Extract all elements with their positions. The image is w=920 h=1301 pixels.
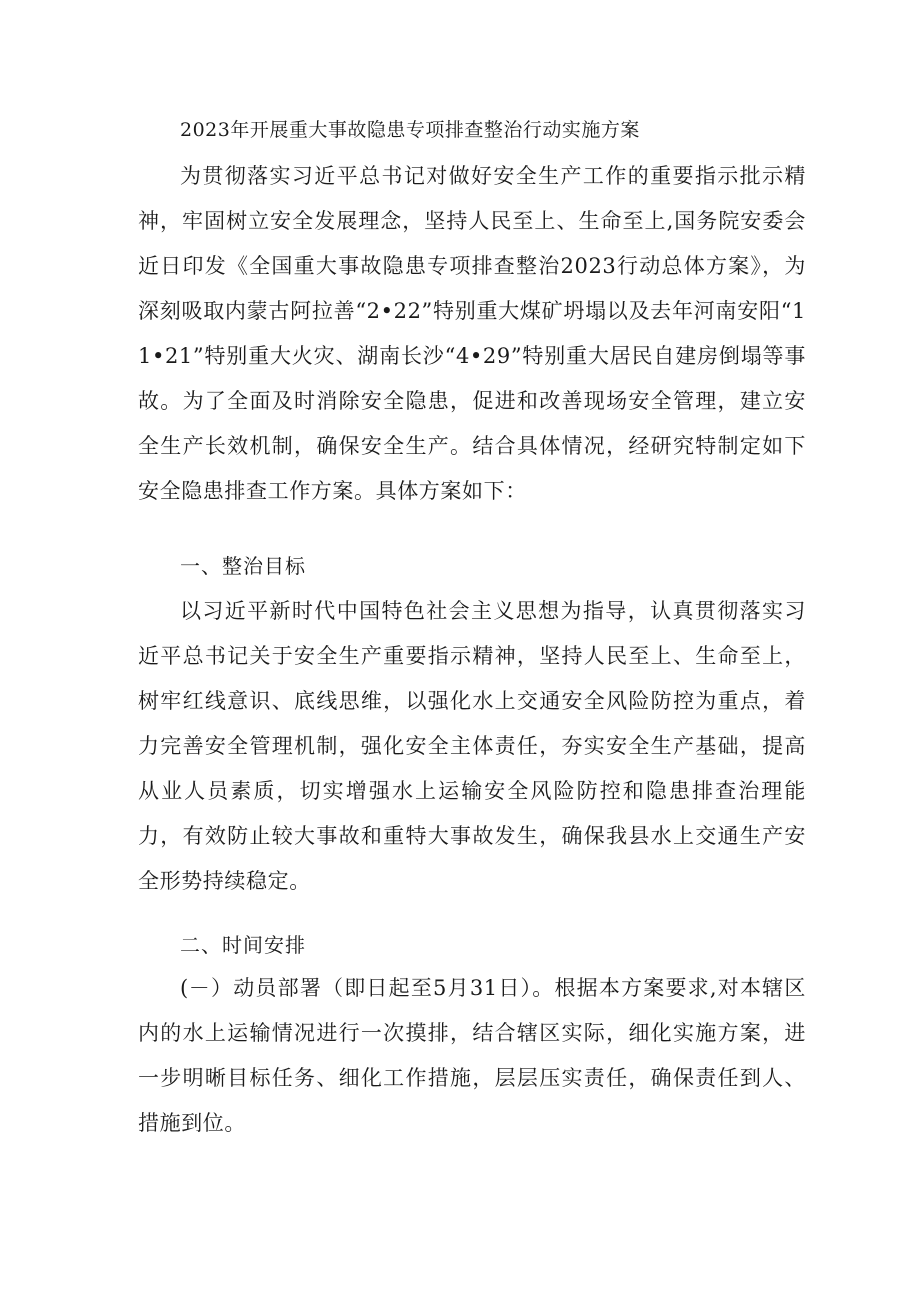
intro-paragraph: 为贯彻落实习近平总书记对做好安全生产工作的重要指示批示精神，牢固树立安全发展理念，坚持人民至上、生命至上,国务院安委会近日印发《全国重大事故隐患专项排查整治2023行动总体方案》，为深刻吸取内蒙古阿拉善“2•22”特别重大煤矿坍塌以及去年河南安阳“11•21”特别重大火灾、湖南长沙“4•29”特别重大居民自建房倒塌等事故。为了全面及时消除安全隐患，促进和改善现场安全管理，建立安全生产长效机制，确保安全生产。结合具体情况，经研究特制定如下安全隐患排查工作方案。具体方案如下：	[138, 164, 806, 503]
goals-paragraph: 以习近平新时代中国特色社会主义思想为指导，认真贯彻落实习近平总书记关于安全生产重要指示精神，坚持人民至上、生命至上，树牢红线意识、底线思维，以强化水上交通安全风险防控为重点，着力完善安全管理机制，强化安全主体责任，夯实安全生产基础，提高从业人员素质，切实增强水上运输安全风险防控和隐患排查治理能力，有效防止较大事故和重特大事故发生，确保我县水上交通生产安全形势持续稳定。	[138, 599, 806, 893]
section-heading-goals: 一、整治目标	[180, 554, 306, 578]
schedule-paragraph: (－）动员部署（即日起至5月31日）。根据本方案要求,对本辖区内的水上运输情况进行一次摸排，结合辖区实际，细化实施方案，进一步明晰目标任务、细化工作措施，层层压实责任，确保责任到人、措施到位。	[138, 976, 806, 1135]
section-heading-schedule: 二、时间安排	[180, 933, 306, 957]
document-title: 2023年开展重大事故隐患专项排查整治行动实施方案	[180, 119, 640, 141]
